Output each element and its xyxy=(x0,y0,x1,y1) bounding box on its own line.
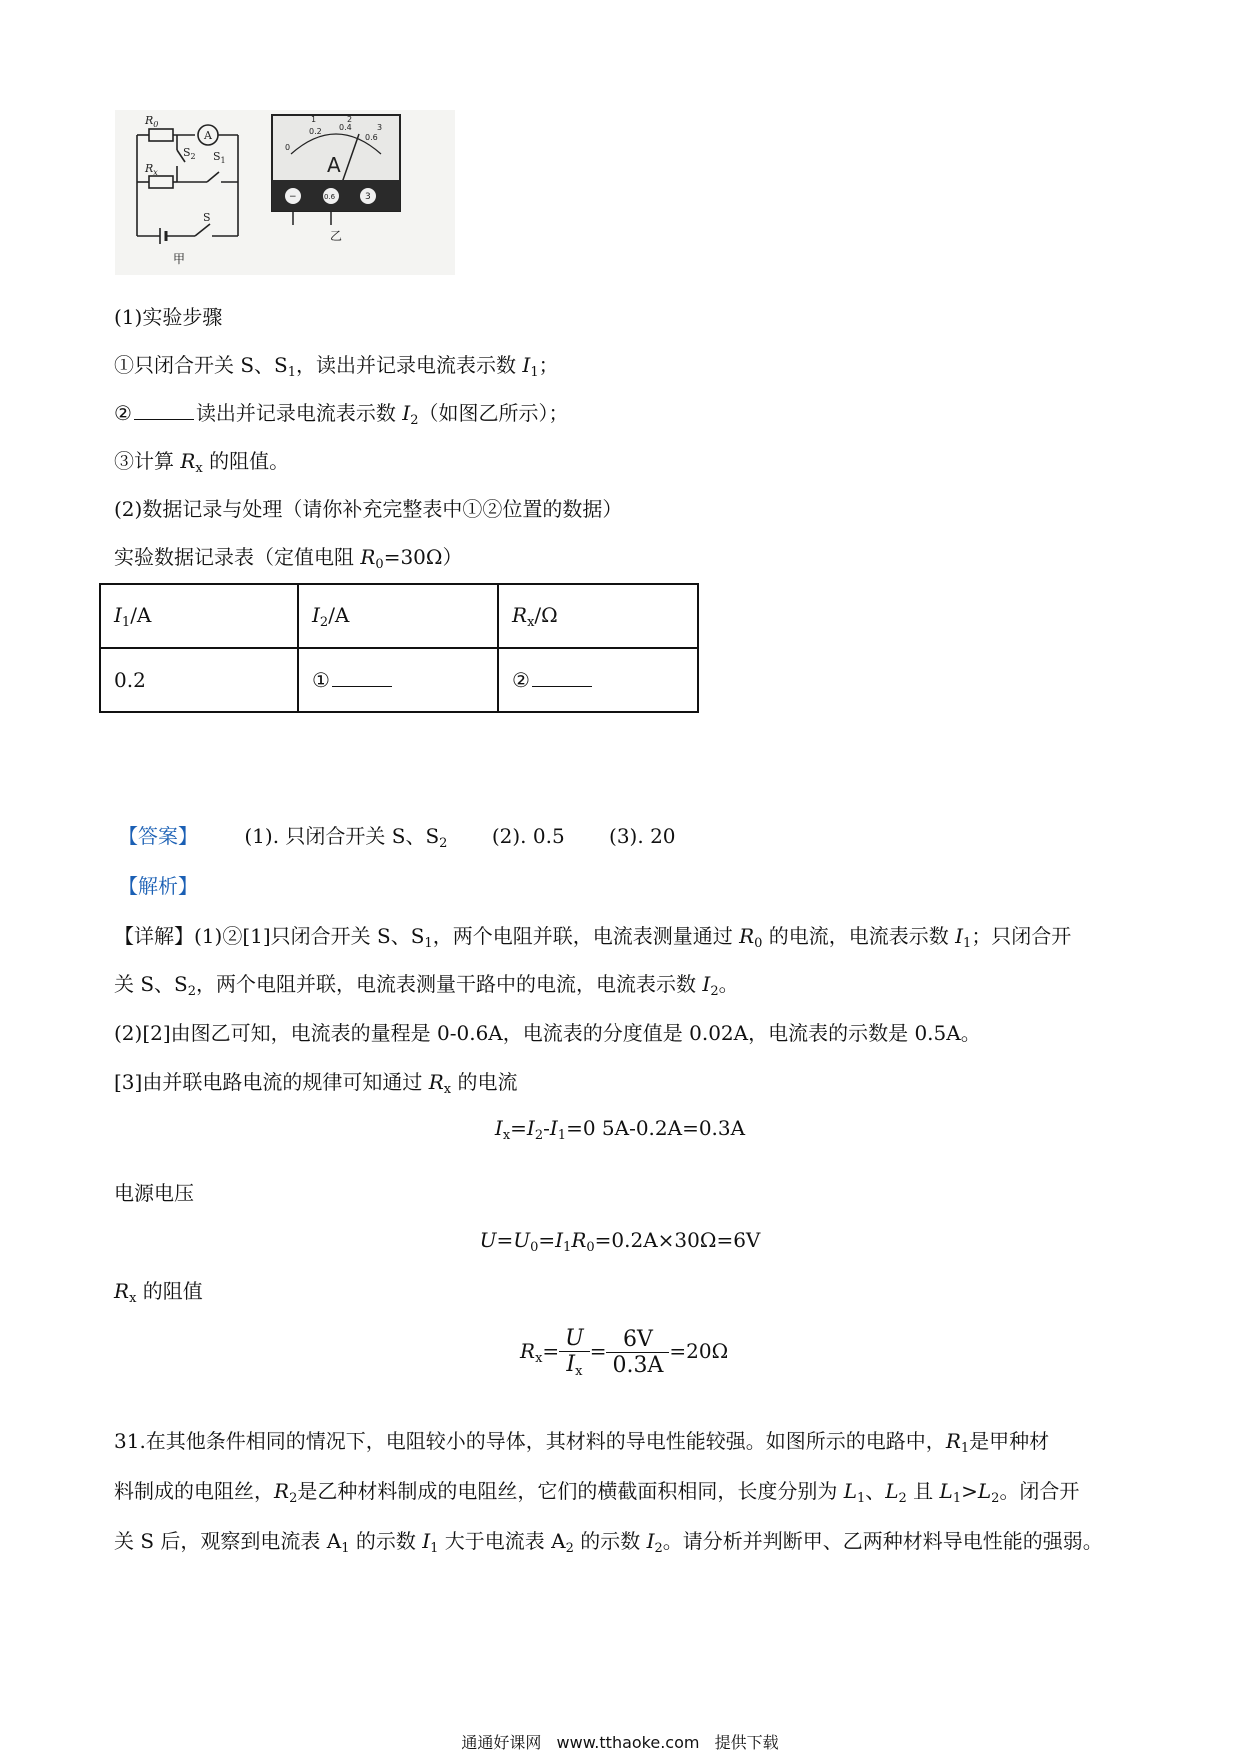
q31-line2: 料制成的电阻丝，$R_2$是乙种材料制成的电阻丝，它们的横截面积相同，长度分别为 $L_1$、$L_2$ 且 $L_1>L_2$。闭合开 xyxy=(114,1479,1080,1506)
label-s2: $S_2$ xyxy=(183,146,196,161)
header-i1: $I_1/A$ xyxy=(100,584,298,648)
terminal-0-6: 0.6 xyxy=(324,193,336,201)
analysis-tag: 【解析】 xyxy=(118,874,198,898)
page-footer xyxy=(0,1730,1240,1753)
table-row xyxy=(100,648,698,712)
q31-line1: 31.在其他条件相同的情况下，电阻较小的导体，其材料的导电性能较强。如图所示的电路中，$R_1$是甲种材 xyxy=(114,1429,1050,1456)
caption-yi: 乙 xyxy=(330,229,343,243)
q31-line3: 关 S 后，观察到电流表 $A_1$ 的示数 $I_1$ 大于电流表 $A_2$ 的示数 $I_2$。请分析并判断甲、乙两种材料导电性能的强弱。 xyxy=(114,1529,1103,1556)
label-ammeter: A xyxy=(204,129,212,142)
analysis-p1-line1: 【详解】(1)②[1]只闭合开关 S、$S_1$，两个电阻并联，电流表测量通过 $R_0$ 的电流，电流表示数 $I_1$；只闭合开 xyxy=(114,924,1072,951)
data-table xyxy=(99,583,699,713)
supply-voltage-label: 电源电压 xyxy=(114,1181,194,1205)
label-s1: $S_1$ xyxy=(213,150,226,165)
equation-rx: $R_x=$ $\frac{U}{I_x}$ = $\frac{6V}{0.3A}$ =20Ω xyxy=(520,1326,729,1379)
footer-site: 通通好课网 xyxy=(461,1733,542,1752)
label-s: S xyxy=(203,211,211,224)
cell-i2-blank: ① xyxy=(298,648,498,712)
data-heading: (2)数据记录与处理（请你补充完整表中①②位置的数据） xyxy=(114,497,623,521)
header-rx: $R_x/\Omega$ xyxy=(498,584,698,648)
meter-big-3: 3 xyxy=(377,123,383,132)
table-header-row xyxy=(100,584,698,648)
meter-tick-3: 0.6 xyxy=(365,133,378,142)
caption-jia: 甲 xyxy=(173,252,186,266)
footer-url[interactable]: www.tthaoke.com xyxy=(556,1733,700,1752)
step-3: ③计算 $R_x$ 的阻值。 xyxy=(114,449,290,476)
footer-note: 提供下载 xyxy=(714,1733,779,1752)
rx-label: $R_x$ 的阻值 xyxy=(114,1279,203,1306)
answer-1: (1). 只闭合开关 S、$S_2$ xyxy=(244,824,448,851)
label-rx: $R_x$ xyxy=(145,162,158,177)
meter-big-1: 1 xyxy=(311,115,317,124)
analysis-p2: (2)[2]由图乙可知，电流表的量程是 0-0.6A，电流表的分度值是 0.02A，电流表的示数是 0.5A。 xyxy=(114,1021,981,1045)
analysis-p3: [3]由并联电路电流的规律可知通过 $R_x$ 的电流 xyxy=(114,1070,518,1097)
answer-3: (3). 20 xyxy=(609,824,676,848)
terminal-3: 3 xyxy=(365,192,371,202)
step-2: ② 读出并记录电流表示数 $I_2$（如图乙所示）； xyxy=(114,401,569,428)
terminal-minus: − xyxy=(289,192,297,202)
meter-big-2: 2 xyxy=(347,115,353,124)
meter-tick-0: 0 xyxy=(285,143,291,152)
answer-2: (2). 0.5 xyxy=(491,824,565,848)
equation-ix: $I_x=I_2-I_1=0$ 5A-0.2A=0.3A xyxy=(494,1116,746,1143)
header-i2: $I_2/A$ xyxy=(298,584,498,648)
analysis-p1-line2: 关 S、$S_2$，两个电阻并联，电流表测量干路中的电流，电流表示数 $I_2$。 xyxy=(114,972,739,999)
table-title: 实验数据记录表（定值电阻 $R_0=30\Omega$） xyxy=(114,545,463,572)
experiment-figure xyxy=(115,110,455,275)
steps-heading: (1)实验步骤 xyxy=(114,305,223,329)
meter-tick-2: 0.4 xyxy=(339,123,352,132)
equation-u: $U=U_0=I_1R_0=0.2A\times 30\Omega=6V$ xyxy=(479,1228,761,1255)
cell-i1-value: 0.2 xyxy=(100,648,298,712)
answer-line xyxy=(118,822,676,858)
meter-tick-1: 0.2 xyxy=(309,127,322,136)
fill-blank-step2 xyxy=(134,401,194,420)
step-1: ①只闭合开关 S、$S_1$，读出并记录电流表示数 $I_1$； xyxy=(114,353,559,380)
answer-tag: 【答案】 xyxy=(118,824,198,848)
label-r0: $R_0$ xyxy=(145,114,159,129)
cell-rx-blank: ② xyxy=(498,648,698,712)
meter-unit: A xyxy=(327,153,341,177)
